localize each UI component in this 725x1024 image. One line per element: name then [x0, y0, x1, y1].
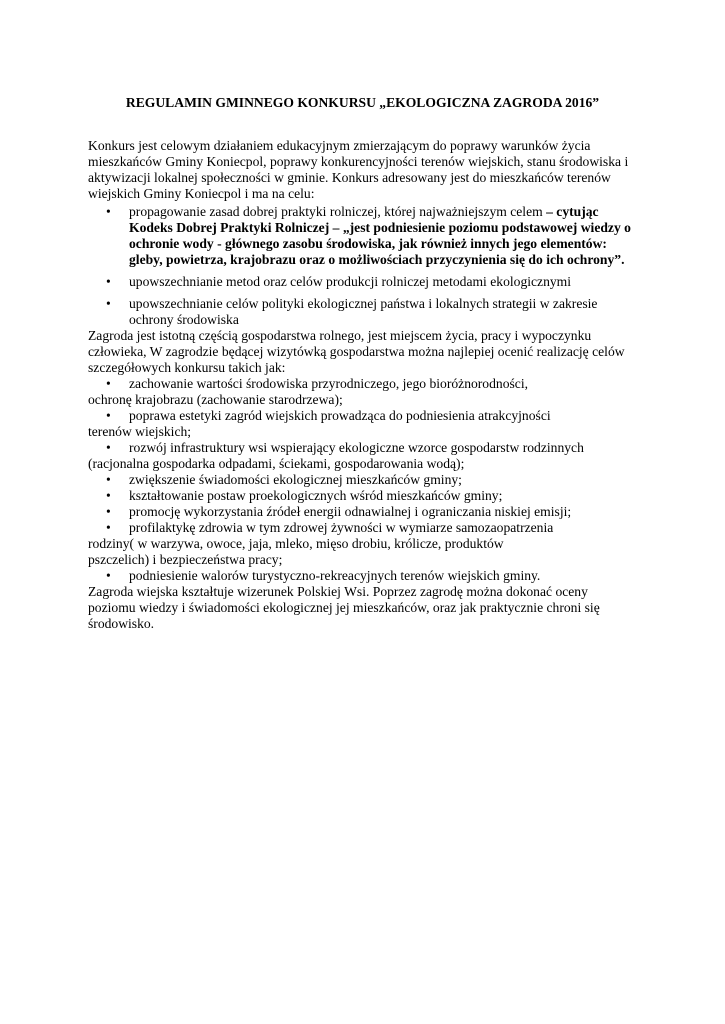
goals-list: [88, 204, 636, 328]
list-item: • poprawa estetyki zagród wiejskich prowadząca do podniesienia atrakcyjności: [88, 408, 636, 424]
list-item-continuation: ochronę krajobrazu (zachowanie starodrzewa);: [88, 392, 343, 407]
list-item: [88, 296, 636, 328]
document-title: REGULAMIN GMINNEGO KONKURSU „EKOLOGICZNA ZAGRODA 2016”: [125, 95, 600, 110]
list-item-continuation: pszczelich) i bezpieczeństwa pracy;: [88, 552, 283, 567]
list-item: • zwiększenie świadomości ekologicznej mieszkańców gminy;: [88, 472, 636, 488]
list-item-continuation: (racjonalna gospodarka odpadami, ściekami, gospodarowania wodą);: [88, 456, 465, 471]
list-item: • kształtowanie postaw proekologicznych wśród mieszkańców gminy;: [88, 488, 636, 504]
goal-text: upowszechnianie metod oraz celów produkcji rolniczej metodami ekologicznymi: [129, 274, 572, 289]
list-item: • podniesienie walorów turystyczno-rekreacyjnych terenów wiejskich gminy.: [88, 568, 636, 584]
list-item: [88, 274, 636, 290]
intro-paragraph: Konkurs jest celowym działaniem edukacyjnym zmierzającym do poprawy warunków życia mieszkańców Gminy Koniecpol, poprawy konkurencyjności terenów wiejskich, stanu środowiska i aktywizacji lokalnej społeczności w gminie. Konkurs adresowany jest do mieszkańców terenów wiejskich Gminy Koniecpol i ma na celu:: [88, 138, 629, 201]
list-item: • zachowanie wartości środowiska przyrodniczego, jego bioróżnorodności,: [88, 376, 636, 392]
goal-text: upowszechnianie celów polityki ekologicznej państwa i lokalnych strategii w zakresie ochrony środowiska: [129, 296, 598, 327]
list-item: • promocję wykorzystania źródeł energii odnawialnej i ograniczania niskiej emisji;: [88, 504, 636, 520]
list-item-continuation: rodziny( w warzywa, owoce, jaja, mleko, mięso drobiu, królicze, produktów: [88, 536, 504, 551]
specific-goals: [88, 376, 636, 584]
list-item-continuation: terenów wiejskich;: [88, 424, 192, 439]
list-item: • profilaktykę zdrowia w tym zdrowej żywności w wymiarze samozaopatrzenia: [88, 520, 636, 536]
middle-paragraph: Zagroda jest istotną częścią gospodarstwa rolnego, jest miejscem życia, pracy i wypoczynku człowieka, W zagrodzie będącej wizytówką gospodarstwa można najlepiej ocenić realizację celów szczegółowych konkursu takich jak:: [88, 328, 625, 375]
closing-paragraph: Zagroda wiejska kształtuje wizerunek Polskiej Wsi. Poprzez zagrodę można dokonać oceny poziomu wiedzy i świadomości ekologicznej jej mieszkańców, oraz jak praktycznie chroni się środowisko.: [88, 584, 600, 631]
goal-quote: – cytując Kodeks Dobrej Praktyki Rolniczej – „jest podniesienie poziomu podstawowej wiedzy o ochronie wody - głównego zasobu środowiska, jak również innych jego elementów: gleby, powietrza, krajobrazu oraz o możliwościach przyczynienia się do ich ochrony”.: [129, 204, 631, 267]
goal-text: propagowanie zasad dobrej praktyki rolniczej, której najważniejszym celem: [129, 204, 547, 219]
list-item: • rozwój infrastruktury wsi wspierający ekologiczne wzorce gospodarstw rodzinnych: [88, 440, 636, 456]
document-body: [88, 138, 636, 632]
list-item: [88, 204, 636, 268]
